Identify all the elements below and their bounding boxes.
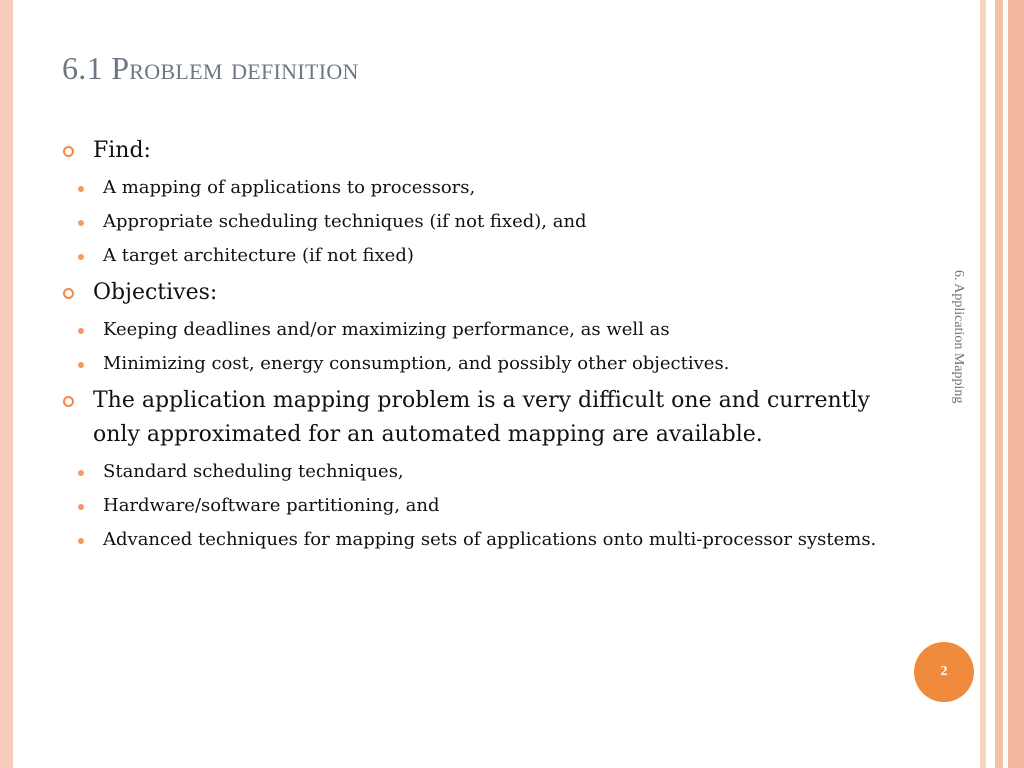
bullet-group: [62, 276, 902, 379]
circle-bullet-icon: [63, 288, 74, 299]
sub-bullet-list: [62, 457, 902, 555]
bullet-text: Objectives:: [93, 280, 218, 305]
sub-bullet-text: Standard scheduling techniques,: [103, 461, 404, 482]
sub-bullet-item: [31, 173, 902, 203]
bullet-item: [62, 276, 902, 310]
bullet-item: [62, 384, 902, 452]
right-border-stripe: [986, 0, 995, 768]
circle-bullet-icon: [63, 146, 74, 157]
dot-bullet-icon: [78, 362, 84, 368]
right-border-stripe: [995, 0, 1003, 768]
dot-bullet-icon: [78, 470, 84, 476]
dot-bullet-icon: [78, 504, 84, 510]
dot-bullet-icon: [78, 220, 84, 226]
sub-bullet-item: [31, 491, 902, 521]
page-number: 2: [940, 664, 948, 679]
circle-bullet-icon: [63, 396, 74, 407]
bullet-text: Find:: [93, 138, 151, 163]
dot-bullet-icon: [78, 328, 84, 334]
dot-bullet-icon: [78, 538, 84, 544]
sub-bullet-text: Minimizing cost, energy consumption, and possibly other objectives.: [103, 353, 730, 374]
sub-bullet-item: [31, 315, 902, 345]
right-border-stripe: [1008, 0, 1024, 768]
sub-bullet-text: Advanced techniques for mapping sets of applications onto multi-processor systems.: [103, 529, 877, 550]
bullet-group: [62, 384, 902, 555]
slide-title: 6.1 Problem definition: [62, 50, 359, 86]
sub-bullet-text: Keeping deadlines and/or maximizing performance, as well as: [103, 319, 670, 340]
section-side-label: 6. Application Mapping: [951, 270, 966, 404]
sub-bullet-text: A target architecture (if not fixed): [103, 245, 414, 266]
dot-bullet-icon: [78, 254, 84, 260]
sub-bullet-item: [31, 349, 902, 379]
sub-bullet-text: Hardware/software partitioning, and: [103, 495, 440, 516]
slide-content: [62, 132, 902, 560]
sub-bullet-item: [31, 525, 902, 555]
sub-bullet-list: [62, 173, 902, 271]
left-border-decoration: [0, 0, 13, 768]
bullet-text: The application mapping problem is a very difficult one and currently only approximated for an automated mapping are available.: [93, 388, 870, 447]
sub-bullet-item: [31, 207, 902, 237]
bullet-group: [62, 134, 902, 271]
bullet-item: [62, 134, 902, 168]
sub-bullet-item: [31, 457, 902, 487]
sub-bullet-text: A mapping of applications to processors,: [103, 177, 476, 198]
sub-bullet-text: Appropriate scheduling techniques (if not fixed), and: [103, 211, 587, 232]
dot-bullet-icon: [78, 186, 84, 192]
sub-bullet-item: [31, 241, 902, 271]
sub-bullet-list: [62, 315, 902, 379]
page-number-badge: [914, 642, 974, 702]
